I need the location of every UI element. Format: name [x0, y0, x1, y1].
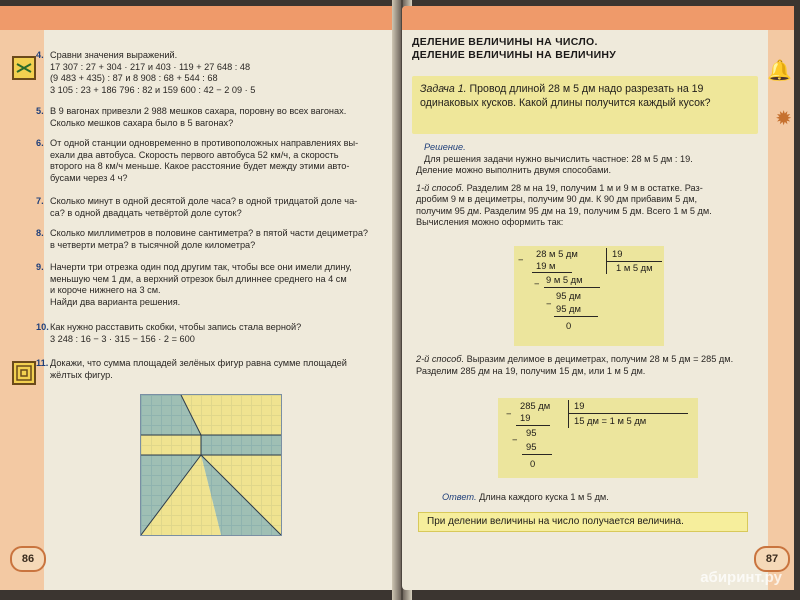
- right-page: [402, 6, 794, 590]
- task-line: бусами через 4 ч?: [50, 172, 128, 183]
- text-line: дробим 9 м в дециметры, получим 90 дм. К 90 дм прибавим 5 дм,: [416, 194, 698, 204]
- task-line: и короче нижнего на 3 см.: [50, 285, 161, 295]
- task-item: [36, 138, 380, 184]
- yellow-figure: [141, 435, 201, 455]
- answer: [442, 492, 762, 504]
- text-line: Выразим делимое в дециметрах, получим 28 м 5 дм = 285 дм.: [466, 354, 734, 364]
- method1: [416, 183, 766, 229]
- text-line: Для решения задачи нужно вычислить частное: 28 м 5 дм : 19.: [424, 153, 693, 164]
- task-line: Сколько мешков сахара было в 5 вагонах?: [50, 117, 234, 128]
- task-line: Как нужно расставить скобки, чтобы запись стала верной?: [50, 322, 302, 332]
- calc2-dividend: 285 дм: [520, 400, 551, 411]
- task-item: [36, 228, 380, 251]
- calc1-remainder-1: 9 м 5 дм: [546, 274, 583, 285]
- compare-icon: [12, 56, 36, 80]
- task-number: 10.: [36, 322, 49, 332]
- task-line: 3 248 : 16 − 3 · 315 − 156 · 2 = 600: [50, 333, 195, 344]
- task-item: [36, 196, 380, 219]
- green-figure: [201, 435, 281, 455]
- calc2-subtrahend-2: 95: [526, 441, 537, 452]
- task-line: Сравни значения выражений.: [50, 50, 178, 60]
- calc2-quotient: 15 дм = 1 м 5 дм: [574, 415, 647, 426]
- problem-label: Задача 1.: [420, 83, 467, 95]
- solution-text: [416, 142, 766, 229]
- task-line: Докажи, что сумма площадей зелёных фигур равна сумме площадей: [50, 358, 347, 368]
- task-line: (9 483 + 435) : 87 и 8 908 : 68 + 544 : 68: [50, 73, 218, 83]
- page-number-left: 86: [10, 546, 46, 572]
- task-number: 8.: [36, 228, 44, 238]
- problem-box: [412, 76, 758, 134]
- task-number: 11.: [36, 358, 49, 368]
- task-line: са? в одной двадцать четвёртой доле суток?: [50, 207, 242, 218]
- text-line: Разделим 28 м на 19, получим 1 м и 9 м в остатке. Раз-: [466, 182, 703, 193]
- sun-icon: ✹: [775, 108, 792, 130]
- rule-box: При делении величины на число получается величина.: [418, 512, 748, 532]
- bell-icon: 🔔: [767, 60, 792, 82]
- method2-text: [416, 354, 766, 377]
- heading-line-1: ДЕЛЕНИЕ ВЕЛИЧИНЫ НА ЧИСЛО.: [412, 36, 598, 48]
- task-number: 4.: [36, 50, 44, 60]
- section-heading: [412, 36, 616, 62]
- watermark: абиринт.ру: [700, 569, 782, 586]
- calc2-subtrahend-1: 19: [520, 412, 531, 423]
- method1-label: 1-й способ.: [416, 182, 465, 193]
- calc1-quotient: 1 м 5 дм: [616, 262, 653, 273]
- task-line: В 9 вагонах привезли 2 988 мешков сахара, поровну во всех вагонах.: [50, 106, 347, 116]
- task-number: 9.: [36, 262, 44, 272]
- task-line: Сколько миллиметров в половине сантиметра? в пятой части дециметра?: [50, 228, 369, 238]
- calc1-subtrahend-3: 95 дм: [556, 303, 581, 314]
- method2: [416, 354, 766, 377]
- top-band: [0, 6, 398, 30]
- task-line: Начерти три отрезка один под другим так, чтобы все они имели длину,: [50, 262, 352, 272]
- method1-text: [416, 183, 766, 229]
- task-line: второго на 8 км/ч меньше. Какое расстояние будет между этими авто-: [50, 161, 350, 171]
- task-number: 7.: [36, 196, 44, 206]
- long-division-1: − 28 м 5 дм 19 19 м 1 м 5 дм − 9 м 5 дм − 95 дм 95 дм 0: [514, 246, 664, 346]
- left-page: [0, 6, 398, 590]
- task-line: в четверти метра? в тысячной доле километра?: [50, 239, 256, 250]
- task-line: 17 307 : 27 + 304 · 217 и 403 · 119 + 27 648 : 48: [50, 61, 251, 72]
- page-number-right: 87: [754, 546, 790, 572]
- task-line: Сколько минут в одной десятой доле часа? в одной тридцатой доле ча-: [50, 196, 358, 206]
- solution-lines: [416, 154, 766, 177]
- text-line: Разделим 285 дм на 19, получим 15 дм, или 1 м 5 дм.: [416, 365, 646, 376]
- answer-text: Длина каждого куска 1 м 5 дм.: [479, 492, 609, 502]
- task-line: 3 105 : 23 + 186 796 : 82 и 159 600 : 42 − 2 09 · 5: [50, 84, 256, 95]
- task-item: [36, 322, 380, 345]
- calc2-zero: 0: [530, 458, 536, 469]
- task-number: 5.: [36, 106, 44, 116]
- task-number: 6.: [36, 138, 44, 148]
- method2-label: 2-й способ.: [416, 354, 465, 364]
- task-item: [36, 106, 380, 129]
- problem-text: Провод длиной 28 м 5 дм надо разрезать на 19 одинаковых кусков. Какой длины получится каждый кусок?: [420, 83, 711, 109]
- calc2-divisor: 19: [574, 400, 585, 411]
- answer-label: Ответ.: [442, 492, 477, 502]
- task-line: От одной станции одновременно в противоположных направлениях вы-: [50, 138, 359, 148]
- top-band: [402, 6, 794, 30]
- task-item: [36, 358, 380, 381]
- long-division-2: − 285 дм 19 19 15 дм = 1 м 5 дм − 95 95 0: [498, 398, 698, 478]
- task-item: [36, 50, 380, 96]
- calc1-subtrahend-2: 95 дм: [556, 290, 581, 301]
- heading-line-2: ДЕЛЕНИЕ ВЕЛИЧИНЫ НА ВЕЛИЧИНУ: [412, 49, 617, 61]
- text-line: Вычисления можно оформить так:: [416, 217, 564, 227]
- task-line: Найди два варианта решения.: [50, 296, 181, 307]
- solution-label: Решение.: [424, 142, 466, 152]
- text-line: Деление можно выполнить двумя способами.: [416, 165, 612, 175]
- calc1-zero: 0: [566, 320, 572, 331]
- task-line: меньшую чем 1 дм, а верхний отрезок был длиннее среднего на 4 см: [50, 273, 347, 284]
- calc1-dividend: 28 м 5 дм: [536, 248, 578, 259]
- calc1-subtrahend-1: 19 м: [536, 260, 556, 271]
- task-line: ехали два автобуса. Скорость первого автобуса 52 км/ч, а скорость: [50, 149, 339, 160]
- spiral-icon: [12, 361, 36, 385]
- task-line: жёлтых фигур.: [50, 369, 113, 380]
- text-line: получим 95 дм. Разделим 95 дм на 19, получим 5 дм. Всего 1 м 5 дм.: [416, 205, 712, 216]
- calc1-divisor: 19: [612, 248, 623, 259]
- task-item: [36, 262, 380, 308]
- area-figure: [140, 394, 282, 536]
- calc2-remainder-1: 95: [526, 427, 537, 438]
